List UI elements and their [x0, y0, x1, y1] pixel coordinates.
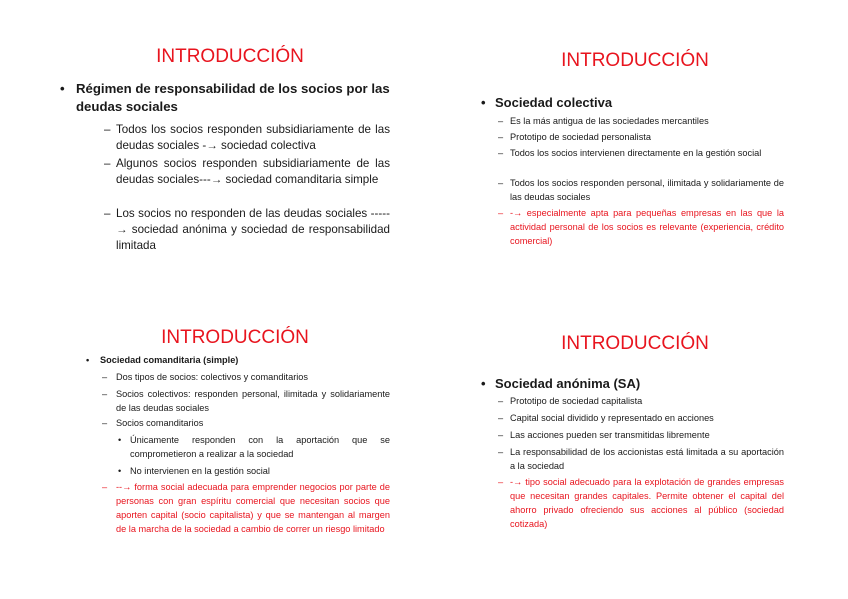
dash-icon: –: [498, 396, 504, 406]
bullet-icon: •: [60, 81, 65, 96]
dash-icon: –: [498, 116, 504, 126]
slide-title: INTRODUCCIÓN: [161, 327, 309, 348]
dash-icon: –: [498, 477, 504, 487]
dash-icon: –: [104, 123, 111, 136]
slide-1: [60, 40, 400, 280]
bullet-icon: •: [481, 95, 486, 110]
sub-list-item: • No intervienen en la gestión social: [118, 466, 270, 476]
dash-icon: –: [498, 178, 504, 188]
dash-icon: –: [498, 430, 504, 440]
bullet-icon: •: [86, 355, 90, 365]
bullet-icon: •: [118, 435, 122, 445]
slide-3: [80, 325, 400, 565]
dash-icon: –: [498, 208, 504, 218]
list-item: – Socios colectivos: responden personal, ilimitada y solidariamente de las deudas sociales: [102, 389, 390, 413]
list-item: – Capital social dividido y representado en acciones: [498, 413, 714, 423]
slide-title: INTRODUCCIÓN: [561, 333, 709, 354]
list-item-highlight: – --→ forma social adecuada para emprender negocios por parte de personas con gran espíritu comercial que necesitan socios que aporten capital (socio capitalista) y que se mantengan al margen de la marcha de la sociedad a cambio de correr un riesgo limitado: [102, 482, 390, 534]
bullet-icon: •: [481, 376, 486, 391]
bullet-icon: •: [118, 466, 122, 476]
list-item: – Todos los socios intervienen directamente en la gestión social: [498, 148, 762, 158]
dash-icon: –: [102, 389, 108, 399]
list-item-highlight: – -→ especialmente apta para pequeñas empresas en las que la actividad personal de los socios es relevante (experiencia, crédito comercial): [498, 208, 784, 246]
dash-icon: –: [102, 372, 108, 382]
dash-icon: –: [498, 148, 504, 158]
list-item: – La responsabilidad de los accionistas está limitada a su aportación a la sociedad: [498, 447, 784, 471]
bullet-heading: • Sociedad comanditaria (simple): [86, 355, 239, 365]
list-item: – Socios comanditarios: [102, 418, 204, 428]
slide-title: INTRODUCCIÓN: [156, 46, 304, 67]
sub-list-item: • Únicamente responden con la aportación que se comprometieron a realizar a la sociedad: [118, 435, 390, 459]
dash-icon: –: [102, 418, 108, 428]
dash-icon: –: [104, 207, 111, 220]
slide-4: [470, 325, 800, 565]
list-item: – Las acciones pueden ser transmitidas libremente: [498, 430, 710, 440]
bullet-heading: • Sociedad colectiva: [481, 95, 613, 110]
list-item: – Prototipo de sociedad capitalista: [498, 396, 643, 406]
dash-icon: –: [498, 447, 504, 457]
slide-2: [470, 40, 800, 280]
list-item: – Dos tipos de socios: colectivos y comanditarios: [102, 372, 308, 382]
bullet-heading: • Régimen de responsabilidad de los socios por las deudas sociales: [60, 81, 390, 114]
list-item: – Los socios no responden de las deudas sociales -----→ sociedad anónima y sociedad de responsabilidad limitada: [104, 207, 390, 252]
list-item: – Prototipo de sociedad personalista: [498, 132, 651, 142]
list-item-highlight: – -→ tipo social adecuado para la explotación de grandes empresas que necesitan grandes capitales. Permite obtener el capital del ahorro privado ofreciendo sus acciones al público (sociedad cotizada): [498, 477, 784, 529]
dash-icon: –: [104, 157, 111, 170]
list-item: – Es la más antigua de las sociedades mercantiles: [498, 116, 709, 126]
list-item: – Todos los socios responden personal, ilimitada y solidariamente de las deudas sociales: [498, 178, 784, 202]
list-item: – Algunos socios responden subsidiariamente de las deudas sociales---→ sociedad comanditaria simple: [104, 157, 390, 186]
bullet-heading: • Sociedad anónima (SA): [481, 376, 641, 391]
dash-icon: –: [498, 413, 504, 423]
dash-icon: –: [498, 132, 504, 142]
dash-icon: –: [102, 482, 108, 492]
list-item: – Todos los socios responden subsidiariamente de las deudas sociales -→ sociedad colectiva: [104, 123, 390, 152]
slide-title: INTRODUCCIÓN: [561, 50, 709, 71]
